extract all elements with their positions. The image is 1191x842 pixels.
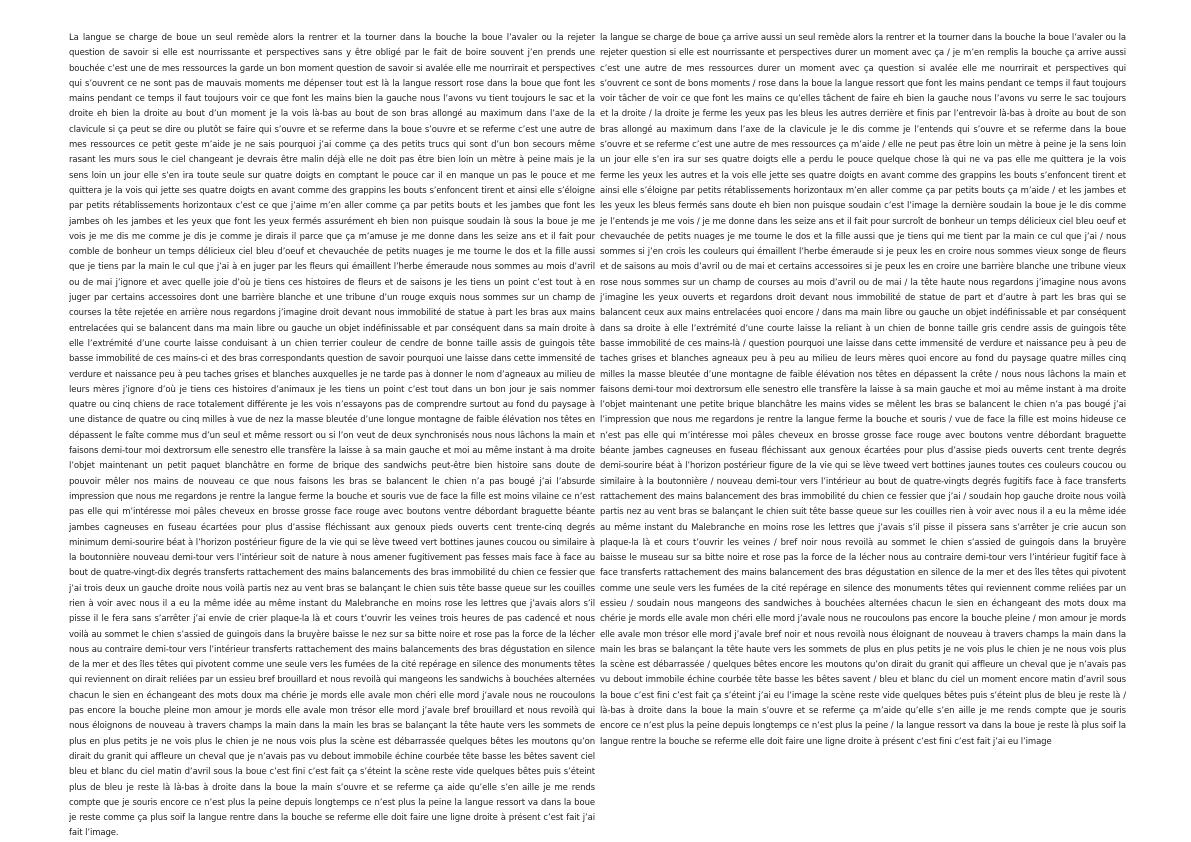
text-column-right: la langue se charge de boue ça arrive aussi un seul remède alors la rentrer et la tourner dans la bouche la boue l’avaler ou la rejeter question si elle est nourrissante et perspectives durer un moment avec ça / je m’en remplis la bouche ça arrive aussi c’est une autre de mes ressources durer un moment avec ça question si avalée elle me nourrirait et perspectives qui s’ouvrent ce sont de bons moments / rose dans la boue la langue ressort que font les mains pendant ce temps il faut toujours voir tâcher de voir ce que font les mains ce qu’elles tâchent de faire eh bien la gauche nous l’avons vu serre le sac toujours et la droite / la droite je ferme les yeux pas les bleus les autres derrière et finis par l’entrevoir là-bas à droite au bout de son bras allongé au maximum dans l’axe de la clavicule je le dis comme je l’entends qui s’ouvre et se referme dans la boue s’ouvre et se referme c’est une autre de mes ressources ça m’aide / elle ne peut pas être loin un mètre à peine je la sens loin un jour elle s’en ira sur ses quatre doigts elle a perdu le pouce quelque chose là qui ne va pas elle me quittera je la vois ferme les yeux les autres et la vois elle jette ses quatre doigts en avant comme des grappins les bouts s’enfoncent tirent et ainsi elle s’éloigne par petits rétablissements horizontaux m’en aller comme ça par petits bouts ça m’aide / et les jambes et les yeux les bleus fermés sans doute eh bien non puisque soudain c’est l’image la dernière soudain la boue je le dis comme je l’entends je me vois / je me donne dans les seize ans et il fait pour surcroît de bonheur un temps délicieux ciel bleu oeuf et chevauchée de petits nuages je me tourne le dos et la fille aussi que je tiens qui me tient par la main ce cul que j’ai / nous sommes si j’en crois les couleurs qui émaillent l’herbe émeraude si je peux les en croire nous sommes vieux songe de fleurs et de saisons au mois d’avril ou de mai et certains accessoires si je peux les en croire une barrière blanche une tribune vieux rose nous sommes sur un champ de courses au mois d’avril ou de mai / la tête haute nous regardons j’imagine nous avons j’imagine les yeux ouverts et regardons droit devant nous immobilité de statue de part et d’autre à part les bras qui se balancent ceux aux mains entrelacées quoi encore / dans ma main libre ou gauche un objet indéfinissable et par conséquent dans sa droite à elle l’extrémité d’une courte laisse la reliant à un chien de bonne taille gris cendre assis de guingois tête basse immobilité de ces mains-là / question pourquoi une laisse dans cette immensité de verdure et naissance peu à peu de taches grises et blanches agneaux peu à peu au milieu de leurs mères quoi encore au fond du paysage quatre milles cinq milles la masse bleutée d’une montagne de faible élévation nos têtes en dépassent la crête / nous nous lâchons la main et faisons demi-tour moi dextrorsum elle senestro elle transfère la laisse à sa main gauche et moi au même instant à ma droite l’objet maintenant une petite brique blanchâtre les mains vides se mêlent les bras se balancent le chien n’a pas bougé j’ai l’impression que nous me regardons je rentre la langue ferme la bouche et souris / vue de face la fille est moins hideuse ce n’est pas elle qui m’intéresse moi pâles cheveux en brosse grosse face rouge avec boutons ventre débordant braguette béante jambes cagneuses en fuseau fléchissant aux genoux écartées pour plus d’assise pieds ouverts cent trente degrés demi-sourire béat à l’horizon postérieur figure de la vie qui se lève tweed vert bottines jaunes toutes ces couleurs coucou ou similaire à la boutonnière / nouveau demi-tour vers l’intérieur au bout de quatre-vingts degrés fugitifs face à face transferts rattachement des mains balancement des bras immobilité du chien ce fessier que j’ai / soudain hop gauche droite nous voilà partis nez au vent bras se balançant le chien suit tête basse queue sur les couilles rien à voir avec nous il a eu la même idée au même instant du Malebranche en moins rose les lettres que j’avais s’il pisse il pissera sans s’arrêter je crie aucun son plaque-la là et cours t’ouvrir les veines / bref noir nous revoilà au sommet le chien s’assied de guingois dans la bruyère baisse le museau sur sa bitte noire et rose pas la force de la lécher nous au contraire demi-tour vers l’intérieur fugitif face à face transferts rattachement des mains balancement des bras dégustation en silence de la mer et des îles têtes qui pivotent comme une seule vers les fumées de la cité repérage en silence des monuments têtes qui reviennent comme reliées par un essieu / soudain nous mangeons des sandwiches à bouchées alternées chacun le sien en échangeant des mots doux ma chérie je mords elle avale mon chéri elle mord j’avale nous ne roucoulons pas encore la bouche pleine / mon amour je mords elle avale mon trésor elle mord j’avale bref noir et nous revoilà nous éloignant de nouveau à travers champs la main dans la main les bras se balançant la tête haute vers les sommets de plus en plus petits je ne vois plus le chien je ne nous vois plus la scène est débarrassée / quelques bêtes encore les moutons qu’on dirait du granit qui affleure un cheval que je n’avais pas vu debout immobile échine courbée tête basse les bêtes savent / bleu et blanc du ciel un moment encore matin d’avril sous la boue c’est fini c’est fait ça s’éteint j’ai eu l’image la scène reste vide quelques bêtes puis s’éteint plus de bleu je reste là / là-bas à droite dans la boue la main s’ouvre et se referme ça m’aide qu’elle s’en aille je me rends compte que je souris encore ce n’est plus la peine depuis longtemps ce n’est plus la peine / la langue ressort va dans la boue je reste là plus soif la langue rentre la bouche se referme elle doit faire une ligne droite à présent c’est fini c’est fait j’ai eu l’image [600, 33, 1126, 747]
text-column-left: La langue se charge de boue un seul remède alors la rentrer et la tourner dans la bouche la boue l’avaler ou la rejeter question de savoir si elle est nourrissante et perspectives sans y être obligé par le fait de boire souvent j’en prends une bouchée c’est une de mes ressources la garde un bon moment question de savoir si avalée elle me nourrirait et perspectives qui s’ouvrent ce ne sont pas de mauvais moments me dépenser tout est là la langue ressort rose dans la boue que font les mains pendant ce temps il faut toujours voir ce que font les mains bien la gauche nous l’avons vu tient toujours le sac et la droite eh bien la droite au bout d’un moment je la vois là-bas au bout de son bras allongé au maximum dans l’axe de la clavicule si ça peut se dire ou plutôt se faire qui s’ouvre et se referme dans la boue s’ouvre et se referme c’est une autre de mes ressources ce petit geste m’aide je ne sais pourquoi j’ai comme ça des petits trucs qui sont d’un bon secours même rasant les murs sous le ciel changeant je devrais être malin déjà elle ne doit pas être bien loin un mètre à peine mais je la sens loin un jour elle s’en ira toute seule sur quatre doigts en comptant le pouce car il en manque un pas le pouce et me quittera je la vois qui jette ses quatre doigts en avant comme des grappins les bouts s’enfoncent tirent et ainsi elle s’éloigne par petits rétablissements horizontaux c’est ce que j’aime m’en aller comme ça par petits bouts et les jambes que font les jambes oh les jambes et les yeux que font les yeux fermés assurément eh bien non puisque soudain là sous la boue je me vois je me dis me comme je dis je comme je dirais il parce que ça m’amuse je me donne dans les seize ans et il fait pour comble de bonheur un temps délicieux ciel bleu d’oeuf et chevauchée de petits nuages je me tourne le dos et la fille aussi que je tiens par la main le cul que j’ai à en juger par les fleurs qui émaillent l’herbe émeraude nous sommes au mois d’avril ou de mai j’ignore et avec quelle joie d’où je tiens ces histoires de fleurs et de saisons je les tiens un point c’est tout à en juger par certains accessoires dont une barrière blanche et une tribune d’un rouge exquis nous sommes sur un champ de courses la tête rejetée en arrière nous regardons j’imagine droit devant nous immobilité de statue à part les bras aux mains entrelacées qui se balancent dans ma main libre ou gauche un objet indéfinissable et par conséquent dans sa main droite à elle l’extrémité d’une courte laisse conduisant à un chien terrier couleur de cendre de bonne taille assis de guingois tête basse immobilité de ces mains-ci et des bras correspondants question de savoir pourquoi une laisse dans cette immensité de verdure et naissance peu à peu taches grises et blanches auxquelles je ne tarde pas à donner le nom d’agneaux au milieu de leurs mères j’ignore d’où je tiens ces histoires d’animaux je les tiens un point c’est tout dans un bon jour je sais nommer quatre ou cinq chiens de race totalement différente je les vois n’essayons pas de comprendre surtout au fond du paysage à une distance de quatre ou cinq milles à vue de nez la masse bleutée d’une longue montagne de faible élévation nos têtes en dépassent le faîte comme mus d’un seul et même ressort ou si l’on veut de deux synchronisés nous nous lâchons la main et faisons demi-tour moi dextrorsum elle senestro elle transfère la laisse à sa main gauche et moi au même instant à ma droite l’objet maintenant un petit paquet blanchâtre en forme de brique des sandwichs peut-être bien histoire sans doute de pouvoir mêler nos mains de nouveau ce que nous faisons les bras se balancent le chien n’a pas bougé j’ai l’absurde impression que nous me regardons je rentre la langue ferme la bouche et souris vue de face la fille est moins vilaine ce n’est pas elle qui m’intéresse moi pâles cheveux en brosse grosse face rouge avec boutons ventre débordant braguette béante jambes cagneuses en fuseau écartées pour plus d’assise fléchissant aux genoux pieds ouverts cent trente-cinq degrés minimum demi-sourire béat à l’horizon postérieur figure de la vie qui se lève tweed vert bottines jaunes coucou ou similaire à la boutonnière nouveau demi-tour vers l’intérieur soit de nature à nous amener fugitivement pas fesses mais face à face au bout de quatre-vingt-dix degrés transferts rattachement des mains balancements des bras immobilité du chien ce fessier que j’ai trois deux un gauche droite nous voilà partis nez au vent bras se balançant le chien suis tête basse queue sur les couilles rien à voir avec nous il a eu la même idée au même instant du Malebranche en moins rose les lettres que j’avais alors s’il pisse il le fera sans s’arrêter j’ai envie de crier plaque-la là et cours t’ouvrir les veines trois heures de pas cadencé et nous voilà au sommet le chien s’assied de guingois dans la bruyère baisse le nez sur sa bitte noire et rose pas la force de la lécher nous au contraire demi-tour vers l’intérieur transferts rattachement des mains balancements des bras dégustation en silence de la mer et des îles têtes qui pivotent comme une seule vers les fumées de la cité repérage en silence des monuments têtes qui reviennent on dirait reliées par un essieu bref brouillard et nous revoilà qui mangeons les sandwichs à bouchées alternées chacun le sien en échangeant des mots doux ma chérie je mords elle avale mon chéri elle mord j’avale nous ne roucoulons pas encore la bouche pleine mon amour je mords elle avale mon trésor elle mord j’avale bref brouillard et nous revoilà qui nous éloignons de nouveau à travers champs la main dans la main les bras se balançant la tête haute vers les sommets de plus en plus petits je ne vois plus le chien je ne nous vois plus la scène est débarrassée quelques bêtes les moutons qu’on dirait du granit qui affleure un cheval que je n’avais pas vu debout immobile échine courbée tête basse les bêtes savent ciel bleu et blanc du ciel matin d’avril sous la boue c’est fini c’est fait ça s’éteint la scène reste vide quelques bêtes puis s’éteint plus de bleu je reste là là-bas à droite dans la boue la main s’ouvre et se referme ça aide qu’elle s’en aille je me rends compte que je souris encore ce n’est plus la peine depuis longtemps ce n’est plus la peine la langue ressort va dans la boue je reste comme ça plus soif la langue rentre dans la bouche se referme elle doit faire une ligne droite à présent c’est fait j’ai fait l’image. [69, 33, 595, 839]
